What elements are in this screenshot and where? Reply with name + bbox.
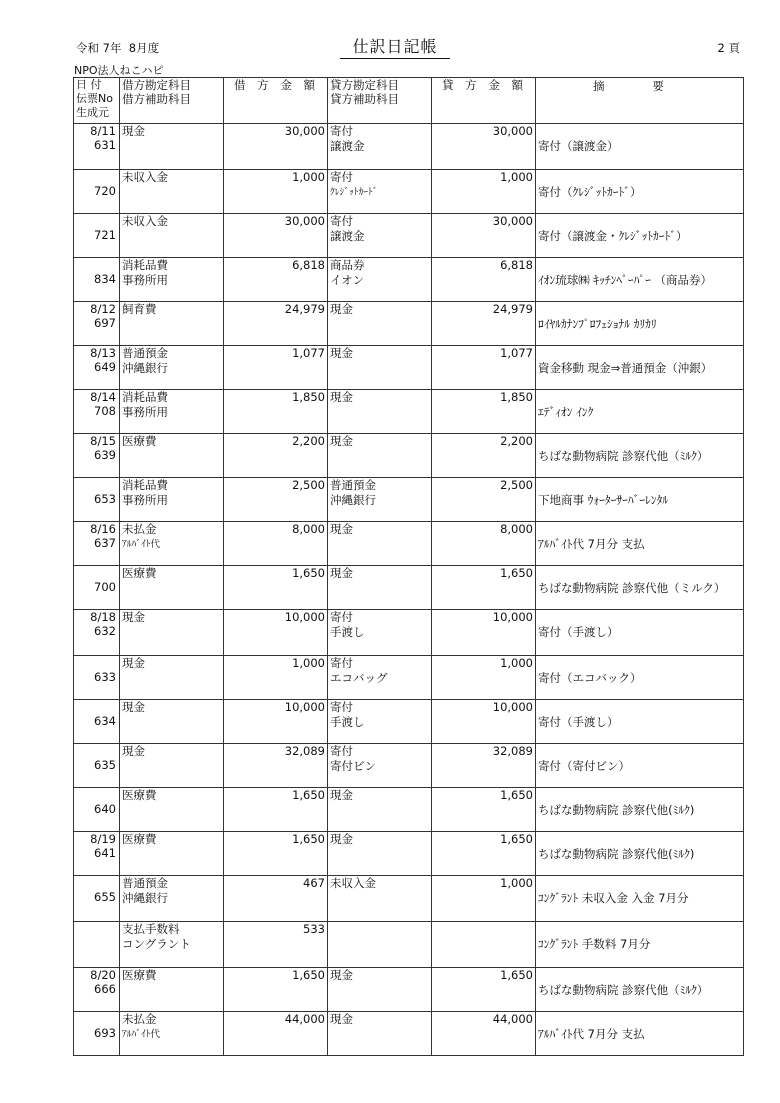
debit-sub-account: 事務所用 — [122, 493, 168, 507]
debit-account-cell — [120, 876, 224, 922]
date-cell — [74, 744, 120, 788]
table-row — [74, 876, 744, 922]
voucher-number — [74, 936, 116, 950]
voucher-number: 721 — [94, 228, 116, 242]
credit-account-cell — [328, 656, 432, 700]
memo-text: ちばな動物病院 診察代他（ﾐﾙｸ） — [538, 983, 709, 997]
header-date: 日 付 伝票No 生成元 — [74, 78, 120, 124]
debit-amount: 30,000 — [224, 214, 328, 258]
voucher-number: 697 — [94, 316, 116, 330]
header-debit-amount: 借 方 金 額 — [224, 78, 328, 124]
table-row — [74, 656, 744, 700]
debit-amount: 10,000 — [224, 610, 328, 656]
table-row — [74, 124, 744, 170]
memo-cell — [536, 522, 744, 566]
memo-text: 寄付（手渡し） — [538, 715, 619, 729]
credit-account: 寄付 — [330, 124, 353, 138]
memo-cell — [536, 1012, 744, 1056]
entry-date: 8/18 — [90, 610, 116, 624]
credit-account: 現金 — [330, 1012, 353, 1026]
credit-account: 寄付 — [330, 656, 353, 670]
credit-amount: 10,000 — [432, 610, 536, 656]
credit-account: 寄付 — [330, 214, 353, 228]
debit-account-cell — [120, 434, 224, 478]
table-row — [74, 522, 744, 566]
credit-sub-account: 寄付ビン — [330, 759, 376, 773]
memo-cell — [536, 566, 744, 610]
credit-amount — [432, 922, 536, 968]
table-row — [74, 700, 744, 744]
voucher-number: 635 — [94, 758, 116, 772]
entry-date: 8/20 — [90, 968, 116, 982]
debit-amount: 467 — [224, 876, 328, 922]
debit-account: 飼育費 — [122, 302, 157, 316]
credit-account: 現金 — [330, 346, 353, 360]
debit-account-cell — [120, 788, 224, 832]
credit-sub-account: 手渡し — [330, 625, 365, 639]
table-row — [74, 478, 744, 522]
entry-date: 8/14 — [90, 390, 116, 404]
debit-account-cell — [120, 522, 224, 566]
period-label: 令和 7年 8月度 — [76, 41, 160, 55]
debit-sub-account: コングラント — [122, 937, 191, 951]
voucher-number: 634 — [94, 714, 116, 728]
debit-account: 医療費 — [122, 434, 157, 448]
credit-account: 現金 — [330, 434, 353, 448]
memo-cell — [536, 214, 744, 258]
credit-amount: 8,000 — [432, 522, 536, 566]
debit-account: 医療費 — [122, 566, 157, 580]
header-credit-account: 貸方勘定科目 貸方補助科目 — [328, 78, 432, 124]
memo-cell — [536, 478, 744, 522]
memo-cell — [536, 788, 744, 832]
credit-account-cell — [328, 744, 432, 788]
memo-text: 寄付（譲渡金） — [538, 139, 619, 153]
credit-account-cell — [328, 1012, 432, 1056]
header-debit-account: 借方勘定科目 借方補助科目 — [120, 78, 224, 124]
entry-date: 8/13 — [90, 346, 116, 360]
credit-amount: 24,979 — [432, 302, 536, 346]
debit-account-cell — [120, 922, 224, 968]
table-row — [74, 346, 744, 390]
voucher-number: 637 — [94, 536, 116, 550]
memo-cell — [536, 610, 744, 656]
credit-amount: 1,650 — [432, 832, 536, 876]
debit-account-cell — [120, 214, 224, 258]
debit-account-cell — [120, 478, 224, 522]
voucher-number: 700 — [94, 580, 116, 594]
debit-account: 現金 — [122, 700, 145, 714]
credit-account-cell — [328, 346, 432, 390]
debit-account: 現金 — [122, 610, 145, 624]
debit-account: 普通預金 — [122, 876, 168, 890]
credit-account-cell — [328, 968, 432, 1012]
memo-text: 寄付（寄付ビン） — [538, 759, 630, 773]
credit-account: 現金 — [330, 832, 353, 846]
debit-account: 医療費 — [122, 788, 157, 802]
table-row — [74, 832, 744, 876]
credit-amount: 2,500 — [432, 478, 536, 522]
credit-amount: 30,000 — [432, 124, 536, 170]
memo-text: ちばな動物病院 診察代他（ﾐﾙｸ） — [538, 449, 709, 463]
memo-cell — [536, 922, 744, 968]
credit-amount: 1,850 — [432, 390, 536, 434]
date-cell — [74, 390, 120, 434]
credit-amount: 1,650 — [432, 788, 536, 832]
debit-amount: 533 — [224, 922, 328, 968]
debit-account-cell — [120, 610, 224, 656]
entry-date: 8/19 — [90, 832, 116, 846]
credit-account: 現金 — [330, 390, 353, 404]
debit-amount: 1,650 — [224, 832, 328, 876]
table-row — [74, 788, 744, 832]
memo-text: ｴﾃﾞｨｵﾝ ｲﾝｸ — [538, 405, 594, 419]
debit-account-cell — [120, 346, 224, 390]
credit-account-cell — [328, 478, 432, 522]
memo-text: 寄付（手渡し） — [538, 625, 619, 639]
debit-amount: 1,850 — [224, 390, 328, 434]
credit-sub-account: ｸﾚｼﾞｯﾄｶｰﾄﾞ — [330, 187, 378, 198]
debit-sub-account: 沖縄銀行 — [122, 891, 168, 905]
voucher-number: 633 — [94, 670, 116, 684]
date-cell — [74, 832, 120, 876]
debit-account-cell — [120, 968, 224, 1012]
memo-text: 資金移動 現金⇒普通預金（沖銀） — [538, 361, 713, 375]
credit-account-cell — [328, 922, 432, 968]
debit-account-cell — [120, 1012, 224, 1056]
credit-sub-account: 沖縄銀行 — [330, 493, 376, 507]
debit-account: 普通預金 — [122, 346, 168, 360]
debit-amount: 6,818 — [224, 258, 328, 302]
debit-amount: 1,077 — [224, 346, 328, 390]
memo-cell — [536, 390, 744, 434]
credit-account-cell — [328, 170, 432, 214]
debit-account: 医療費 — [122, 832, 157, 846]
entry-date: 8/15 — [90, 434, 116, 448]
table-row — [74, 170, 744, 214]
memo-cell — [536, 744, 744, 788]
credit-amount: 1,000 — [432, 876, 536, 922]
debit-amount: 30,000 — [224, 124, 328, 170]
debit-account: 現金 — [122, 656, 145, 670]
date-cell — [74, 346, 120, 390]
table-row — [74, 968, 744, 1012]
date-cell — [74, 610, 120, 656]
entry-date: 8/11 — [90, 124, 116, 138]
table-row — [74, 744, 744, 788]
date-cell — [74, 876, 120, 922]
memo-cell — [536, 434, 744, 478]
date-cell — [74, 522, 120, 566]
debit-amount: 2,200 — [224, 434, 328, 478]
credit-account: 現金 — [330, 302, 353, 316]
voucher-number: 720 — [94, 184, 116, 198]
debit-amount: 8,000 — [224, 522, 328, 566]
journal-body — [74, 124, 744, 1056]
memo-cell — [536, 302, 744, 346]
credit-account-cell — [328, 258, 432, 302]
debit-account: 消耗品費 — [122, 390, 168, 404]
date-cell — [74, 124, 120, 170]
entry-date: 8/16 — [90, 522, 116, 536]
credit-amount: 2,200 — [432, 434, 536, 478]
debit-account-cell — [120, 656, 224, 700]
table-row — [74, 434, 744, 478]
page-title: 仕訳日記帳 — [340, 34, 450, 59]
debit-account: 未払金 — [122, 522, 157, 536]
credit-sub-account: 手渡し — [330, 715, 365, 729]
debit-sub-account: ｱﾙﾊﾞｲﾄ代 — [122, 1029, 161, 1040]
memo-cell — [536, 968, 744, 1012]
credit-account-cell — [328, 700, 432, 744]
debit-sub-account: 沖縄銀行 — [122, 361, 168, 375]
memo-text: 寄付（ｸﾚｼﾞｯﾄｶｰﾄﾞ） — [538, 185, 642, 199]
table-row — [74, 302, 744, 346]
credit-account-cell — [328, 832, 432, 876]
header-memo: 摘 要 — [536, 78, 744, 124]
debit-account: 未収入金 — [122, 214, 168, 228]
memo-text: 寄付（エコバック） — [538, 671, 642, 685]
voucher-number: 693 — [94, 1026, 116, 1040]
credit-account-cell — [328, 876, 432, 922]
credit-amount: 1,650 — [432, 566, 536, 610]
debit-amount: 1,650 — [224, 968, 328, 1012]
memo-cell — [536, 656, 744, 700]
debit-account-cell — [120, 258, 224, 302]
credit-amount: 6,818 — [432, 258, 536, 302]
date-cell — [74, 700, 120, 744]
table-row — [74, 566, 744, 610]
memo-cell — [536, 876, 744, 922]
debit-amount: 24,979 — [224, 302, 328, 346]
date-cell — [74, 922, 120, 968]
credit-account-cell — [328, 124, 432, 170]
debit-amount: 1,000 — [224, 170, 328, 214]
credit-account: 寄付 — [330, 700, 353, 714]
voucher-number: 641 — [94, 846, 116, 860]
memo-text: 下地商事 ｳｫｰﾀｰｻｰﾊﾞｰﾚﾝﾀﾙ — [538, 493, 669, 507]
credit-sub-account: 譲渡金 — [330, 139, 365, 153]
voucher-number: 639 — [94, 448, 116, 462]
debit-account-cell — [120, 170, 224, 214]
credit-amount: 32,089 — [432, 744, 536, 788]
credit-account: 普通預金 — [330, 478, 376, 492]
table-row — [74, 214, 744, 258]
date-cell — [74, 214, 120, 258]
table-row — [74, 610, 744, 656]
credit-account-cell — [328, 302, 432, 346]
credit-amount: 1,000 — [432, 170, 536, 214]
debit-account: 未払金 — [122, 1012, 157, 1026]
debit-amount: 1,650 — [224, 788, 328, 832]
debit-account-cell — [120, 744, 224, 788]
credit-account-cell — [328, 610, 432, 656]
credit-amount: 1,000 — [432, 656, 536, 700]
date-cell — [74, 968, 120, 1012]
credit-account: 未収入金 — [330, 876, 376, 890]
header-credit-amount: 貸 方 金 額 — [432, 78, 536, 124]
memo-cell — [536, 258, 744, 302]
debit-account: 消耗品費 — [122, 478, 168, 492]
credit-amount: 44,000 — [432, 1012, 536, 1056]
credit-account: 現金 — [330, 522, 353, 536]
credit-sub-account: 譲渡金 — [330, 229, 365, 243]
debit-account-cell — [120, 566, 224, 610]
debit-amount: 44,000 — [224, 1012, 328, 1056]
memo-text: ｺﾝｸﾞﾗﾝﾄ 未収入金 入金 7月分 — [538, 891, 689, 905]
debit-amount: 1,650 — [224, 566, 328, 610]
date-cell — [74, 258, 120, 302]
memo-cell — [536, 346, 744, 390]
credit-amount: 1,077 — [432, 346, 536, 390]
voucher-number: 666 — [94, 982, 116, 996]
credit-account-cell — [328, 214, 432, 258]
debit-amount: 1,000 — [224, 656, 328, 700]
credit-account-cell — [328, 566, 432, 610]
date-cell — [74, 656, 120, 700]
debit-account-cell — [120, 700, 224, 744]
credit-account: 現金 — [330, 788, 353, 802]
date-cell — [74, 788, 120, 832]
debit-account: 未収入金 — [122, 170, 168, 184]
memo-text: ｲｵﾝ琉球㈱ ｷｯﾁﾝﾍﾟｰﾊﾟｰ （商品券） — [538, 273, 713, 287]
credit-account: 寄付 — [330, 610, 353, 624]
page-number: 2 頁 — [717, 41, 740, 55]
credit-account: 寄付 — [330, 744, 353, 758]
table-row — [74, 390, 744, 434]
credit-amount: 10,000 — [432, 700, 536, 744]
debit-amount: 2,500 — [224, 478, 328, 522]
date-cell — [74, 566, 120, 610]
entry-date: 8/12 — [90, 302, 116, 316]
credit-account-cell — [328, 788, 432, 832]
voucher-number: 640 — [94, 802, 116, 816]
debit-account: 現金 — [122, 124, 145, 138]
memo-cell — [536, 124, 744, 170]
credit-sub-account: イオン — [330, 273, 365, 287]
table-row — [74, 1012, 744, 1056]
voucher-number: 632 — [94, 624, 116, 638]
voucher-number: 649 — [94, 360, 116, 374]
memo-text: ちばな動物病院 診察代他（ミルク） — [538, 581, 726, 595]
date-cell — [74, 1012, 120, 1056]
voucher-number: 834 — [94, 272, 116, 286]
voucher-number: 653 — [94, 492, 116, 506]
memo-text: ﾛｲﾔﾙｶﾅﾝﾌﾟﾛﾌｪｼｮﾅﾙ ｶﾘｶﾘ — [538, 317, 657, 331]
voucher-number: 631 — [94, 138, 116, 152]
credit-account: 現金 — [330, 968, 353, 982]
memo-text: ちばな動物病院 診察代他(ﾐﾙｸ) — [538, 803, 695, 817]
date-cell — [74, 434, 120, 478]
memo-text: ｱﾙﾊﾞｲﾄ代 7月分 支払 — [538, 537, 645, 551]
credit-account-cell — [328, 390, 432, 434]
date-cell — [74, 478, 120, 522]
credit-account: 現金 — [330, 566, 353, 580]
journal-table — [73, 77, 744, 1056]
voucher-number: 708 — [94, 404, 116, 418]
debit-sub-account: ｱﾙﾊﾞｲﾄ代 — [122, 539, 161, 550]
organization-name: NPO法人ねこハピ — [74, 64, 164, 77]
debit-account: 消耗品費 — [122, 258, 168, 272]
credit-amount: 1,650 — [432, 968, 536, 1012]
credit-account-cell — [328, 522, 432, 566]
date-cell — [74, 170, 120, 214]
debit-account: 支払手数料 — [122, 922, 180, 936]
table-row — [74, 922, 744, 968]
table-row — [74, 258, 744, 302]
credit-account: 商品券 — [330, 258, 365, 272]
debit-sub-account: 事務所用 — [122, 273, 168, 287]
voucher-number: 655 — [94, 890, 116, 904]
credit-account-cell — [328, 434, 432, 478]
debit-sub-account: 事務所用 — [122, 405, 168, 419]
credit-amount: 30,000 — [432, 214, 536, 258]
debit-account: 現金 — [122, 744, 145, 758]
date-cell — [74, 302, 120, 346]
debit-account: 医療費 — [122, 968, 157, 982]
memo-text: ちばな動物病院 診察代他(ﾐﾙｸ) — [538, 847, 695, 861]
memo-cell — [536, 170, 744, 214]
memo-text: ｱﾙﾊﾞｲﾄ代 7月分 支払 — [538, 1027, 645, 1041]
table-header — [74, 78, 744, 124]
credit-sub-account: エコバッグ — [330, 671, 388, 685]
memo-cell — [536, 832, 744, 876]
debit-account-cell — [120, 302, 224, 346]
debit-account-cell — [120, 124, 224, 170]
memo-text: ｺﾝｸﾞﾗﾝﾄ 手数料 7月分 — [538, 937, 651, 951]
debit-account-cell — [120, 390, 224, 434]
memo-text: 寄付（譲渡金・ｸﾚｼﾞｯﾄｶｰﾄﾞ） — [538, 229, 688, 243]
debit-account-cell — [120, 832, 224, 876]
credit-account: 寄付 — [330, 170, 353, 184]
debit-amount: 32,089 — [224, 744, 328, 788]
debit-amount: 10,000 — [224, 700, 328, 744]
memo-cell — [536, 700, 744, 744]
